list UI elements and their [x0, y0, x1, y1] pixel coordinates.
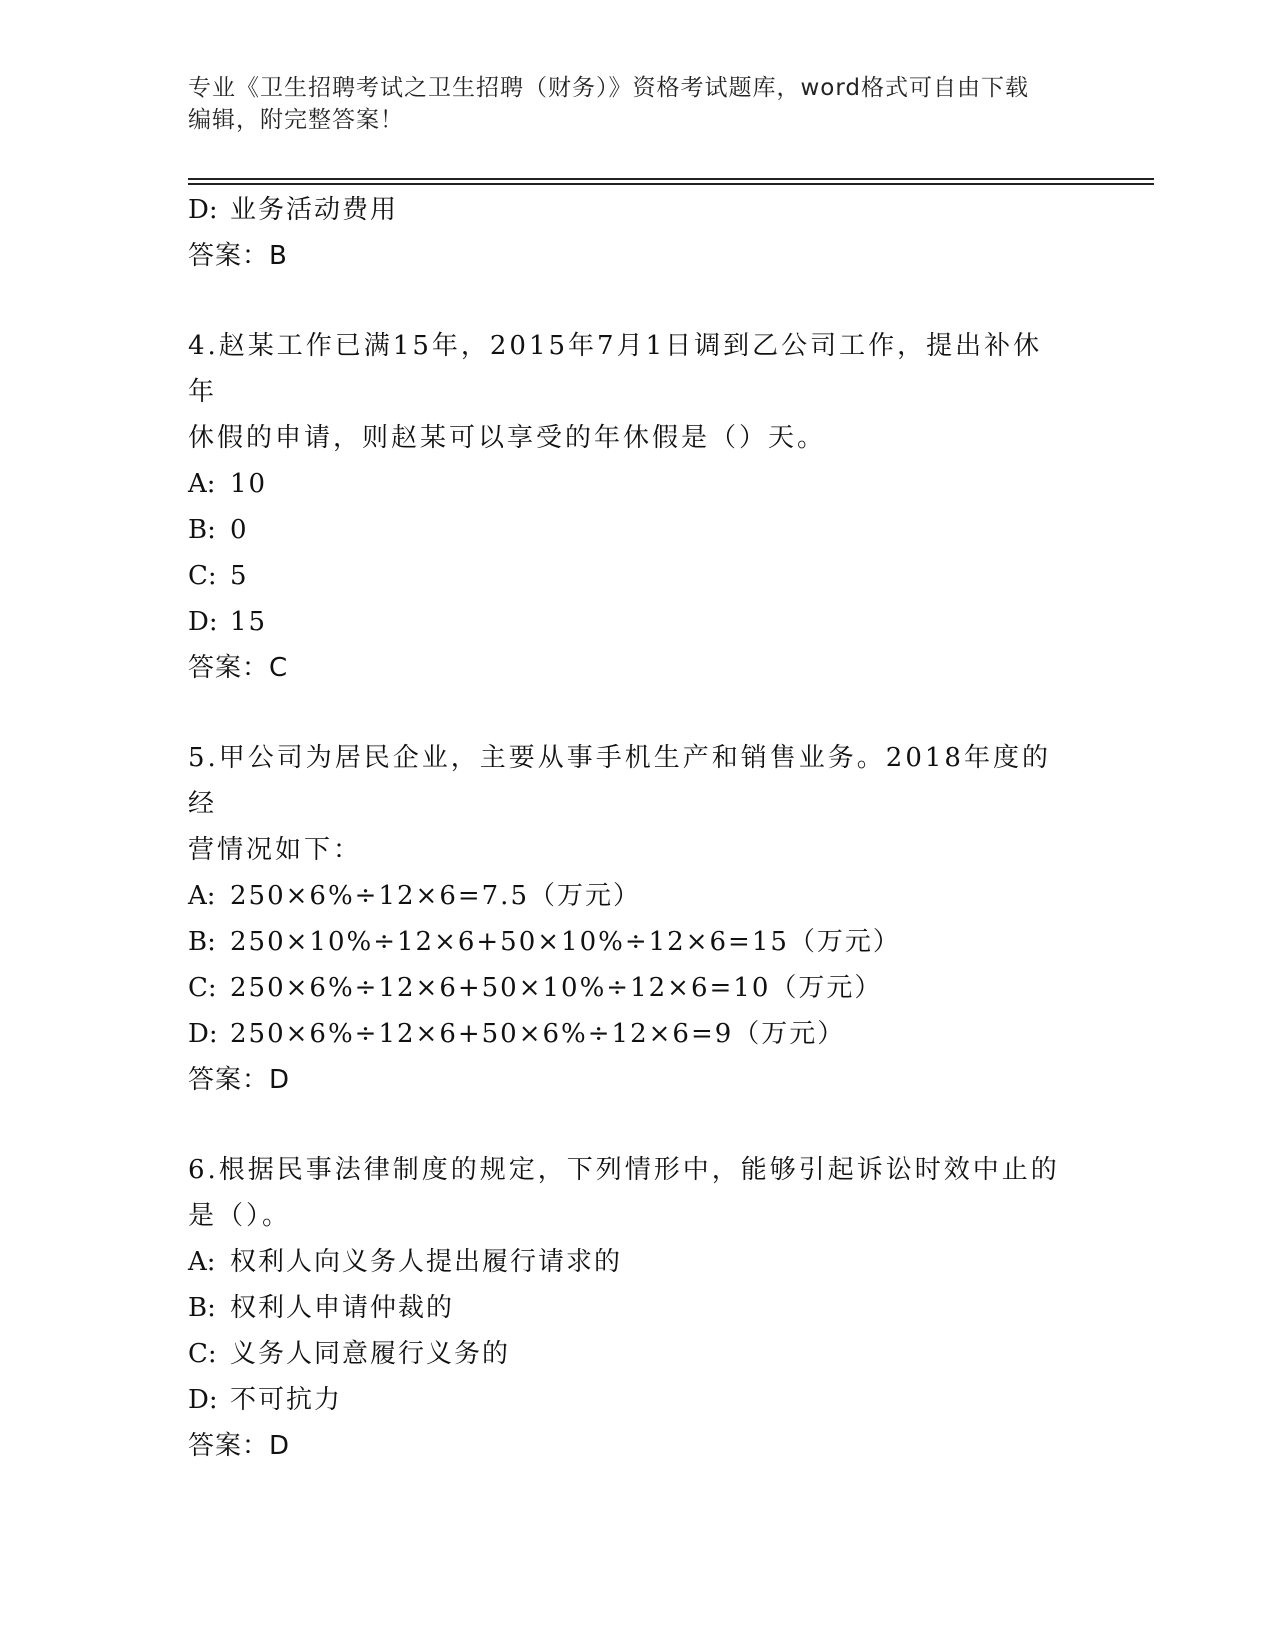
option-c: [188, 1331, 1088, 1377]
option-a: [188, 461, 1088, 507]
option-d: [188, 1011, 1088, 1057]
question-6: [188, 1147, 1088, 1469]
option-key: C:: [188, 561, 217, 591]
option-text: 权利人向义务人提出履行请求的: [230, 1247, 623, 1277]
option-b: [188, 507, 1088, 553]
question-stem-line-2: 是（）。: [188, 1201, 292, 1231]
option-key: C:: [188, 1339, 217, 1369]
option-key: C:: [188, 973, 217, 1003]
option-key: B:: [188, 515, 216, 545]
question-stem-line-1: 6.根据民事法律制度的规定，下列情形中，能够引起诉讼时效中止的: [188, 1155, 1060, 1185]
option-key: B:: [188, 1293, 216, 1323]
header-line-2: 编辑，附完整答案！: [188, 107, 404, 133]
option-b: [188, 919, 1088, 965]
question-content: [188, 187, 1088, 1469]
option-text: 义务人同意履行义务的: [230, 1339, 511, 1369]
option-text: 5: [230, 561, 249, 591]
question-stem-line-2: 营情况如下：: [188, 835, 363, 865]
option-key: B:: [188, 927, 216, 957]
option-text: 业务活动费用: [230, 195, 399, 225]
question-stem: [188, 735, 1068, 873]
option-a: [188, 1239, 1088, 1285]
option-text: 250×6%÷12×6+50×10%÷12×6=10（万元）: [230, 973, 883, 1003]
option-text: 250×10%÷12×6+50×10%÷12×6=15（万元）: [230, 927, 901, 957]
option-text: 250×6%÷12×6=7.5（万元）: [230, 881, 641, 911]
page-header: [188, 72, 1088, 136]
option-text: 250×6%÷12×6+50×6%÷12×6=9（万元）: [230, 1019, 846, 1049]
option-c: [188, 965, 1088, 1011]
option-key: A:: [188, 881, 216, 911]
question-4: [188, 323, 1088, 691]
option-key: D:: [188, 607, 218, 637]
option-text: 权利人申请仲裁的: [230, 1293, 455, 1323]
option-text: 15: [230, 607, 268, 637]
option-key: D:: [188, 1019, 218, 1049]
answer-line: 答案：D: [188, 1065, 291, 1095]
option-key: A:: [188, 1247, 216, 1277]
option-c: [188, 553, 1088, 599]
option-d: [188, 599, 1088, 645]
question-stem-line-1: 4.赵某工作已满15年，2015年7月1日调到乙公司工作，提出补休年: [188, 331, 1043, 407]
question-stem: [188, 323, 1068, 461]
option-text: 10: [230, 469, 268, 499]
question-stem-line-2: 休假的申请，则赵某可以享受的年休假是（）天。: [188, 423, 827, 453]
question-5: [188, 735, 1088, 1103]
question-stem: [188, 1147, 1068, 1239]
option-b: [188, 1285, 1088, 1331]
option-text: 不可抗力: [230, 1385, 343, 1415]
header-line-1: 专业《卫生招聘考试之卫生招聘（财务）》资格考试题库，word格式可自由下载: [188, 75, 1030, 101]
header-divider-top: [188, 178, 1154, 180]
option-key: D:: [188, 1385, 218, 1415]
option-a: [188, 873, 1088, 919]
answer-line: 答案：C: [188, 653, 289, 683]
question-stem-line-1: 5.甲公司为居民企业，主要从事手机生产和销售业务。2018年度的经: [188, 743, 1051, 819]
option-d: [188, 1377, 1088, 1423]
answer-line: 答案：B: [188, 241, 288, 271]
answer-line: 答案：D: [188, 1431, 291, 1461]
carryover-block: [188, 187, 1088, 279]
option-key: D:: [188, 195, 218, 225]
option-text: 0: [230, 515, 249, 545]
header-divider-bottom: [188, 183, 1154, 185]
option-key: A:: [188, 469, 216, 499]
option-d: [188, 187, 1088, 233]
